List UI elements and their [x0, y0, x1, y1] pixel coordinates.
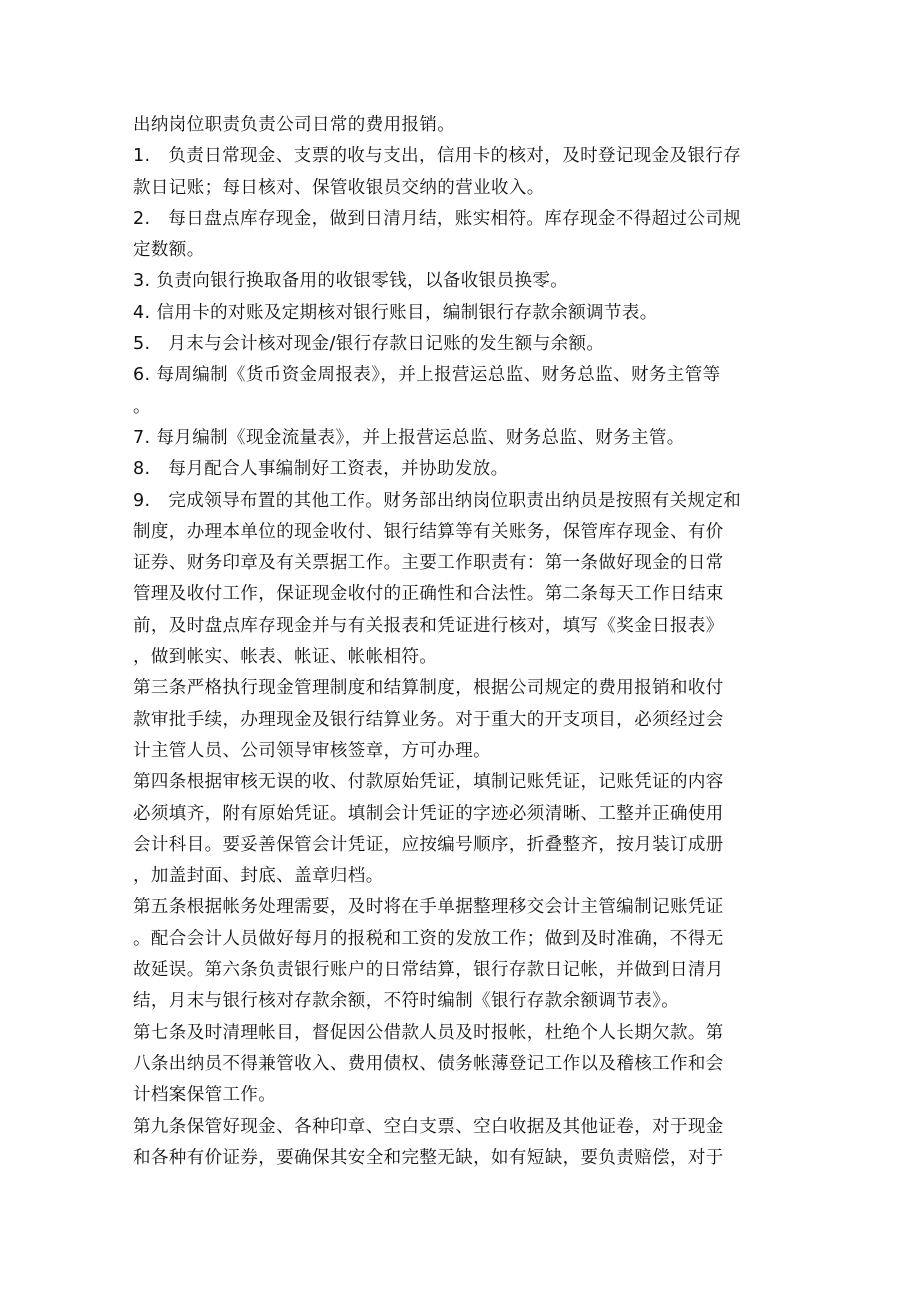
- text-line: 第七条及时清理帐目，督促因公借款人员及时报帐，杜绝个人长期欠款。第: [133, 1022, 724, 1043]
- text-line: 会计科目。要妥善保管会计凭证，应按编号顺序，折叠整齐，按月装订成册: [133, 834, 724, 855]
- text-line: 3. 负责向银行换取备用的收银零钱，以备收银员换零。: [133, 271, 569, 292]
- text-line: 9. 完成领导布置的其他工作。财务部出纳岗位职责出纳员是按照有关规定和: [133, 490, 742, 511]
- text-line: 款日记账；每日核对、保管收银员交纳的营业收入。: [133, 177, 545, 198]
- text-line: 故延误。第六条负责银行账户的日常结算，银行存款日记帐，并做到日清月: [133, 960, 724, 981]
- text-line: 第三条严格执行现金管理制度和结算制度，根据公司规定的费用报销和收付: [133, 678, 724, 699]
- text-line: 前，及时盘点库存现金并与有关报表和凭证进行核对，填写《奖金日报表》: [133, 615, 724, 636]
- text-line: 。配合会计人员做好每月的报税和工资的发放工作；做到及时准确，不得无: [133, 928, 724, 949]
- text-line: 八条出纳员不得兼管收入、费用债权、债务帐薄登记工作以及稽核工作和会: [133, 1053, 724, 1074]
- text-line: 必须填齐，附有原始凭证。填制会计凭证的字迹必须清晰、工整并正确使用: [133, 803, 724, 824]
- text-line: 第四条根据审核无误的收、付款原始凭证，填制记账凭证，记账凭证的内容: [133, 772, 724, 793]
- text-line: 计主管人员、公司领导审核签章，方可办理。: [133, 740, 491, 761]
- text-line: 5. 月末与会计核对现金/银行存款日记账的发生额与余额。: [133, 334, 605, 355]
- text-line: 7. 每月编制《现金流量表》，并上报营运总监、财务总监、财务主管。: [133, 427, 685, 448]
- text-line: 。: [133, 396, 151, 417]
- text-line: 出纳岗位职责负责公司日常的费用报销。: [133, 115, 456, 135]
- text-line: 2. 每日盘点库存现金，做到日清月结，账实相符。库存现金不得超过公司规: [133, 208, 742, 229]
- text-line: 第五条根据帐务处理需要，及时将在手单据整理移交会计主管编制记账凭证: [133, 897, 724, 918]
- text-line: 1. 负责日常现金、支票的收与支出，信用卡的核对，及时登记现金及银行存: [133, 146, 742, 167]
- text-line: 证券、财务印章及有关票据工作。主要工作职责有：第一条做好现金的日常: [133, 553, 724, 574]
- document-body: [133, 110, 788, 1174]
- text-line: 结，月末与银行核对存款余额，不符时编制《银行存款余额调节表》。: [133, 991, 680, 1012]
- text-line: ，加盖封面、封底、盖章归档。: [133, 866, 384, 887]
- text-line: 和各种有价证券，要确保其安全和完整无缺，如有短缺，要负责赔偿，对于: [133, 1147, 724, 1168]
- text-line: 款审批手续，办理现金及银行结算业务。对于重大的开支项目，必须经过会: [133, 709, 724, 730]
- text-line: 8. 每月配合人事编制好工资表，并协助发放。: [133, 459, 509, 480]
- text-line: 6. 每周编制《货币资金周报表》，并上报营运总监、财务总监、财务主管等: [133, 365, 721, 386]
- text-line: 第九条保管好现金、各种印章、空白支票、空白收据及其他证卷，对于现金: [133, 1116, 724, 1137]
- text-line: 4. 信用卡的对账及定期核对银行账目，编制银行存款余额调节表。: [133, 302, 658, 323]
- text-line: 定数额。: [133, 240, 205, 261]
- text-line: 制度，办理本单位的现金收付、银行结算等有关账务，保管库存现金、有价: [133, 521, 724, 542]
- text-line: ，做到帐实、帐表、帐证、帐帐相符。: [133, 647, 438, 668]
- text-line: 管理及收付工作，保证现金收付的正确性和合法性。第二条每天工作日结束: [133, 584, 724, 605]
- text-line: 计档案保管工作。: [133, 1085, 277, 1106]
